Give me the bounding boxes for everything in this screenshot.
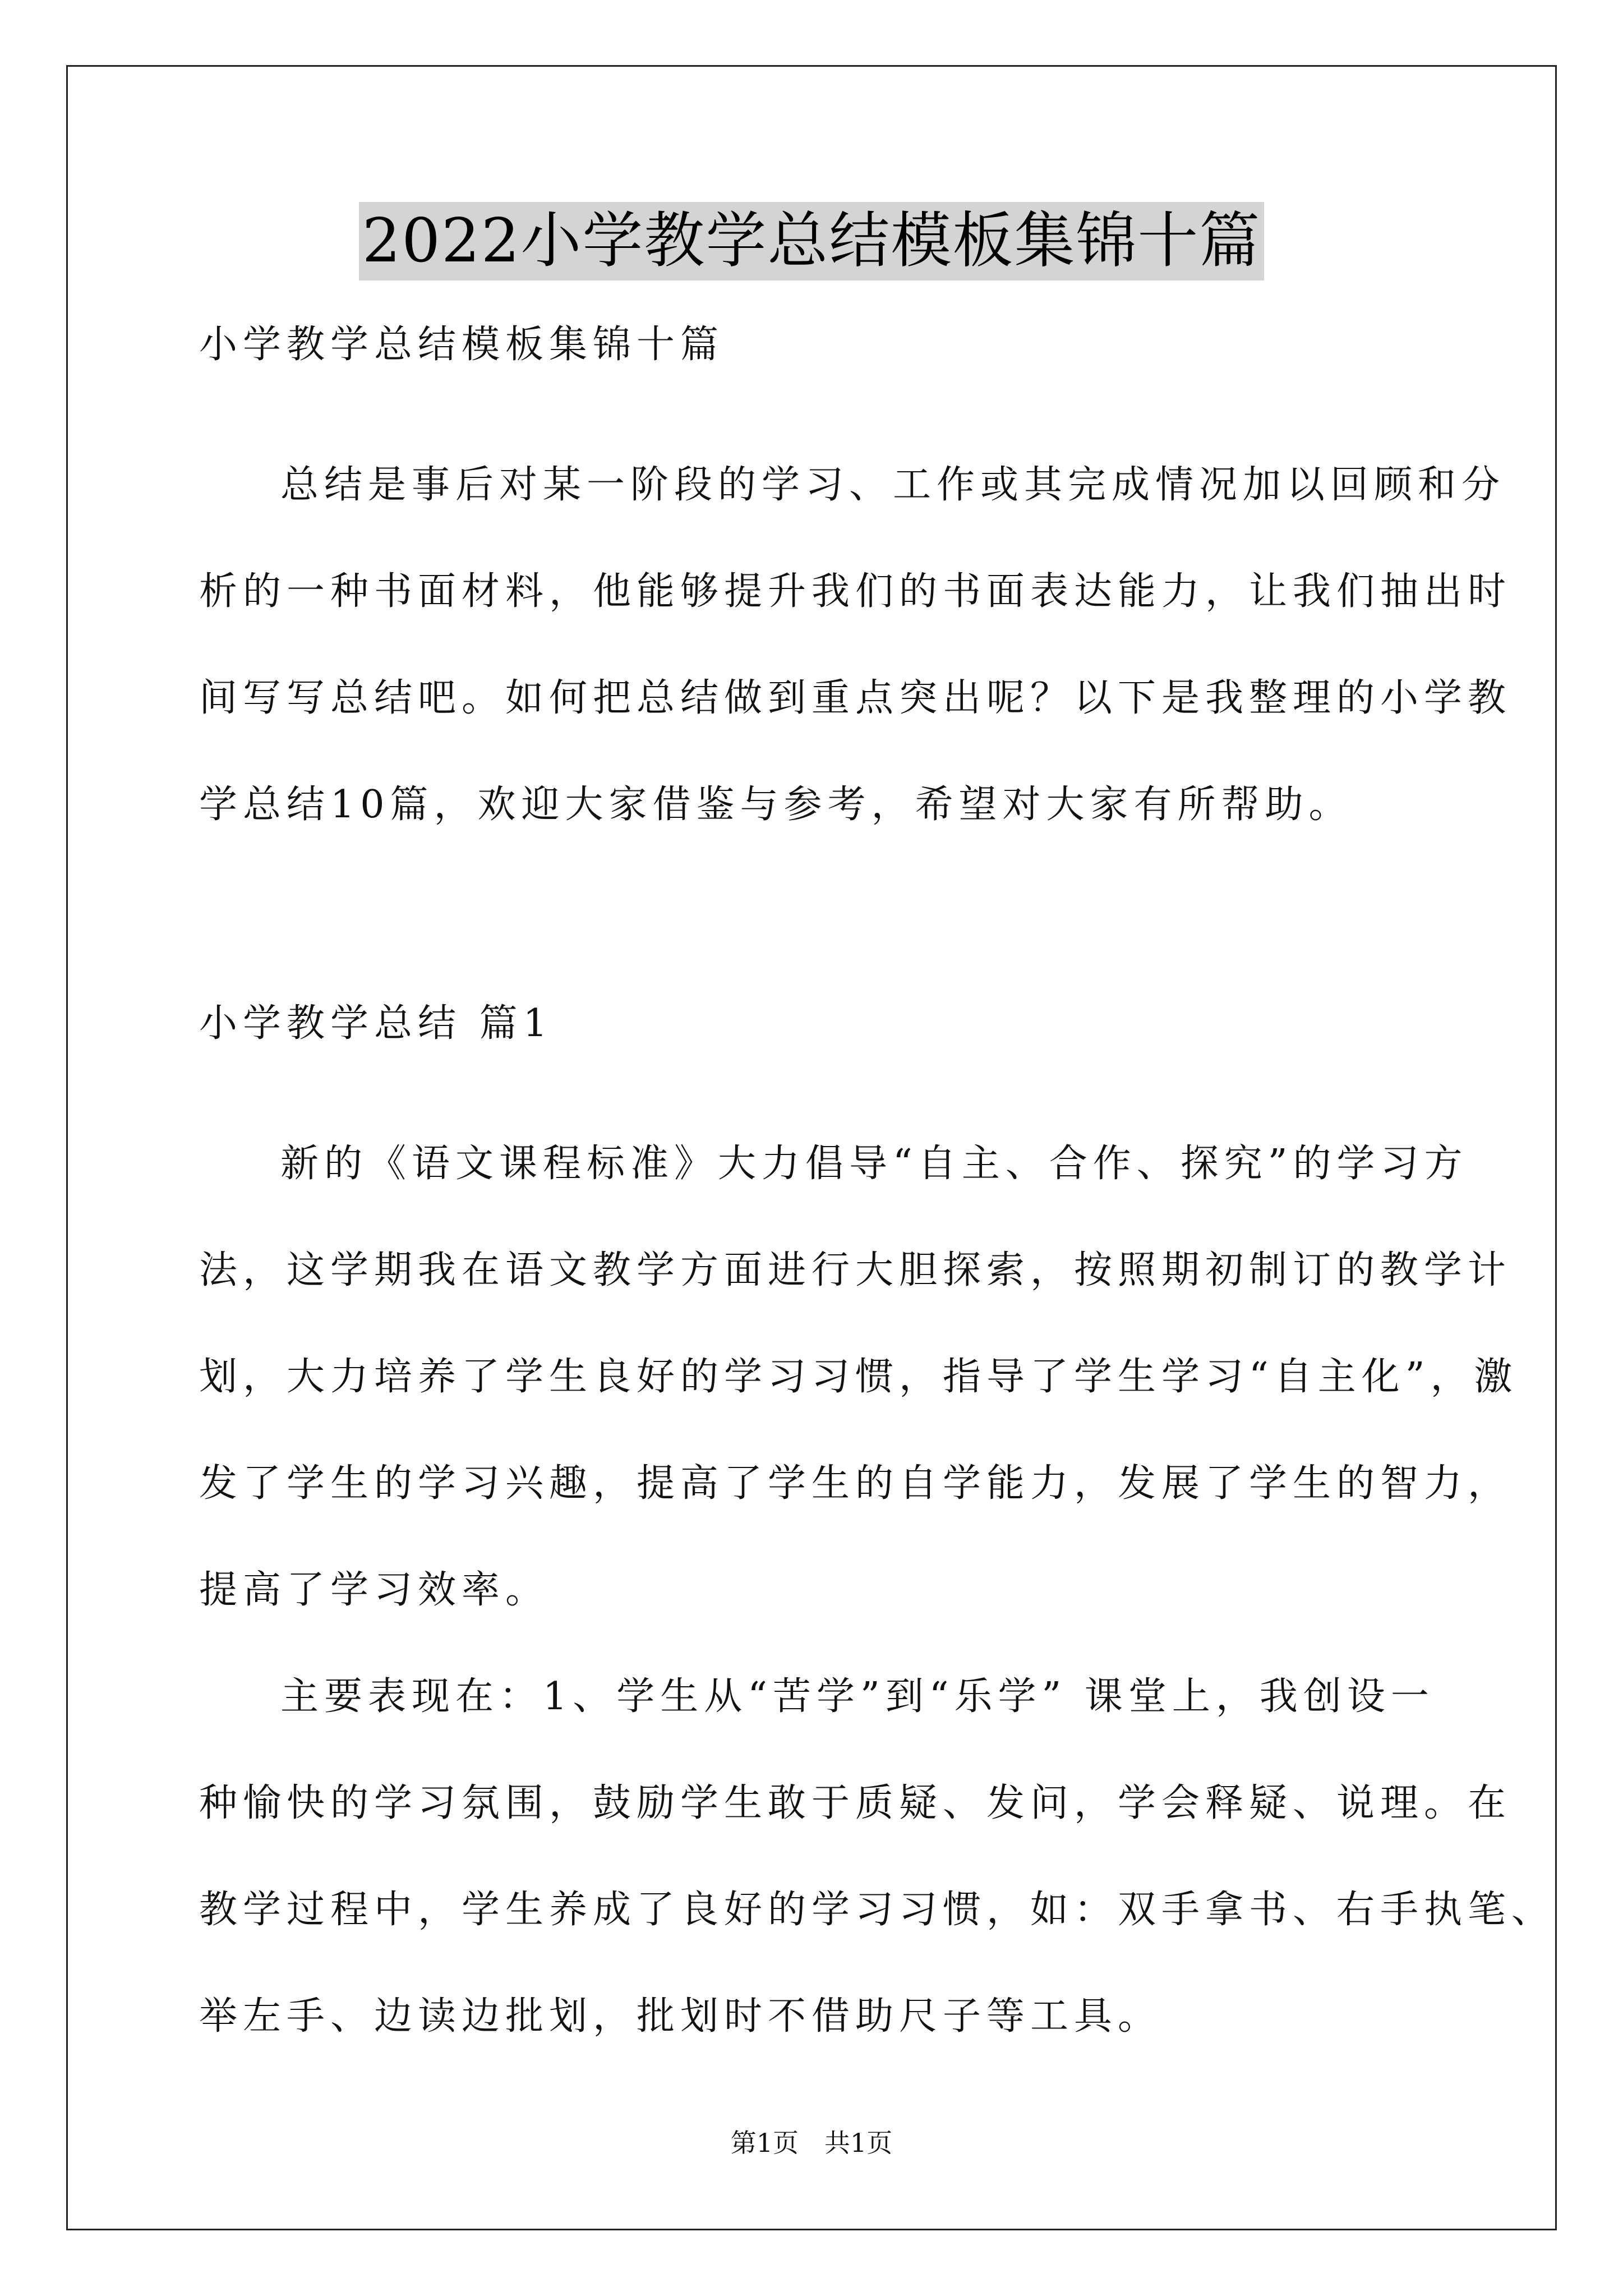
text-line: 种愉快的学习氛围，鼓励学生敢于质疑、发问，学会释疑、说理。在: [199, 1781, 1512, 1825]
title-container: [0, 202, 1623, 280]
text-line: 小学教学总结模板集锦十篇: [199, 323, 725, 367]
page-footer: 第1页 共1页: [730, 2128, 893, 2158]
document-title: 2022小学教学总结模板集锦十篇: [359, 202, 1265, 280]
text-line: 提高了学习效率。: [199, 1568, 550, 1612]
text-line: 总结是事后对某一阶段的学习、工作或其完成情况加以回顾和分: [280, 463, 1506, 507]
text-line: 法，这学期我在语文教学方面进行大胆探索，按照期初制订的教学计: [199, 1248, 1512, 1292]
text-line: 教学过程中，学生养成了良好的学习习惯，如：双手拿书、右手执笔、: [199, 1888, 1556, 1932]
text-line: 发了学生的学习兴趣，提高了学生的自学能力，发展了学生的智力，: [199, 1461, 1512, 1506]
text-line: 划，大力培养了学生良好的学习习惯，指导了学生学习“自主化”，激: [199, 1355, 1518, 1399]
section-heading: 小学教学总结 篇1: [199, 1001, 553, 1046]
text-line: 间写写总结吧。如何把总结做到重点突出呢？以下是我整理的小学教: [199, 676, 1512, 720]
text-line: 学总结10篇，欢迎大家借鉴与参考，希望对大家有所帮助。: [199, 783, 1353, 827]
text-line: 析的一种书面材料，他能够提升我们的书面表达能力，让我们抽出时: [199, 569, 1512, 614]
text-line: 举左手、边读边批划，批划时不借助尺子等工具。: [199, 1994, 1162, 2039]
text-line: 主要表现在：1、学生从“苦学”到“乐学” 课堂上，我创设一: [280, 1674, 1435, 1719]
text-line: 新的《语文课程标准》大力倡导“自主、合作、探究”的学习方: [280, 1142, 1468, 1186]
